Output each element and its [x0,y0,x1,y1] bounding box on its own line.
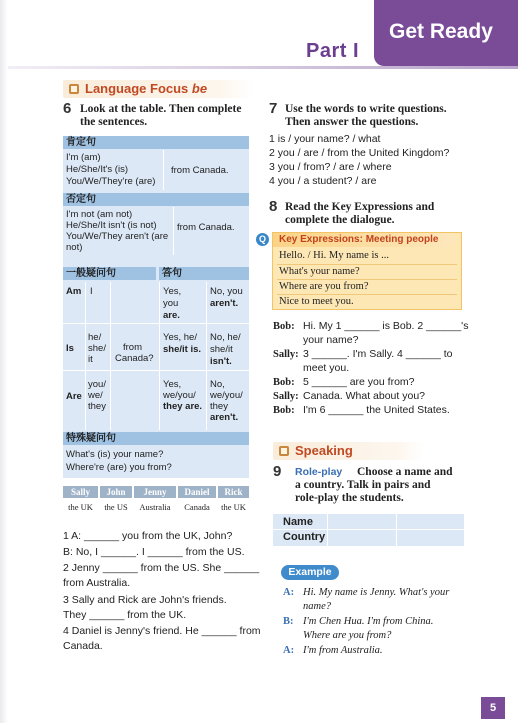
dialogue-line-1: Bob: [273,321,295,332]
q-col-divider-2 [110,282,111,430]
name-john: John [100,486,132,498]
ex6-sentence-1b: B: No, I ______. I ______ from the US. [63,546,245,558]
language-focus-title: Language Focus [85,81,189,96]
a-are-yes-2: we/you/ [163,390,196,401]
ex6-sentence-3b: They ______ from the UK. [63,609,187,621]
name-daniel: Daniel [178,486,216,498]
ex9-roleplay-label: Role-play [295,466,343,478]
name-jenny: Jenny [134,486,176,498]
a-col-divider [206,282,207,430]
a-are-no-4: aren't. [210,412,239,423]
example-badge: Example [281,565,339,580]
key-separator [277,264,457,265]
dialogue-line-6: Sally: [273,391,299,402]
aff-divider [163,150,164,190]
ex7-instruction-line2: Then answer the questions. [285,116,419,128]
ex6-sentence-2a: 2 Jenny ______ from the US. She ______ [63,562,260,574]
page-number: 5 [481,697,505,719]
get-ready-tab [374,0,518,66]
dialogue-text-3: 3 ______. I'm Sally. 4 ______ to [303,348,453,360]
speaking-heading [273,442,423,460]
country-jenny: Australia [139,502,171,512]
roleplay-table [273,514,464,546]
name-rick: Rick [218,486,249,498]
ex6-sentence-3a: 3 Sally and Rick are John's friends. [63,594,227,606]
a-is-no-2: she/it [210,344,233,355]
example-line-5: I'm from Australia. [303,645,383,656]
dialogue-line-3: Sally: [273,349,299,360]
ex6-number: 6 [63,100,72,117]
language-focus-heading [63,80,253,98]
q-am: Am [66,286,82,297]
example-line-4: Where are you from? [303,630,392,641]
section-bullet-icon [279,446,289,456]
a-are-yes-1: Yes, [163,379,182,390]
roleplay-col-divider [396,514,397,546]
name-sally: Sally [63,486,98,498]
dialogue-text-7: I'm 6 ______ the United States. [303,404,450,416]
neg-row-3: You/We/They aren't (are [66,231,169,242]
key-separator [277,294,457,295]
a-are-no-2: we/you/ [210,390,243,401]
key-header-arrow [448,233,458,247]
ex8-instruction-line1: Read the Key Expressions and [285,201,435,213]
neg-tail: from Canada. [177,222,235,233]
q-are-subj-2: we/ [88,390,103,401]
ex8-number: 8 [269,198,278,215]
aff-tail: from Canada. [171,165,229,176]
ex9-number: 9 [273,463,282,480]
a-am-yes-2: you [163,298,179,309]
a-is-yes-2: she/it is. [163,344,202,355]
example-line-1: Hi. My name is Jenny. What's your [303,587,450,598]
example-line-2: name? [303,601,331,612]
dialogue-line-5: Bob: [273,377,295,388]
ex7-item-1: 1 is / your name? / what [269,133,381,145]
header-divider [8,66,518,69]
roleplay-country-label: Country [283,531,326,543]
example-line-3: I'm Chen Hua. I'm from China. [303,616,434,627]
dialogue-text-6: Canada. What about you? [303,390,426,402]
key-line-2: What's your name? [279,266,360,277]
row-divider-am [63,323,249,324]
affirmative-header: 肯定句 [63,136,249,149]
ex7-item-3: 3 you / from? / are / where [269,161,392,173]
wh-row-2: Where're (are) you from? [66,462,172,473]
neg-row-4: not) [66,242,83,253]
ex6-sentence-4b: Canada. [63,640,103,652]
q-is-subj-1: he/ [88,332,102,343]
q-is-subj-2: she/ [88,343,106,354]
language-focus-item: be [191,81,208,96]
a-am-yes-3: are. [163,310,180,321]
ex8-instruction-line2: complete the dialogue. [285,214,395,226]
key-expressions-box [272,232,462,310]
speaking-title: Speaking [295,443,353,458]
key-expressions-header: Key Expressions: Meeting people [273,233,448,247]
q-is: Is [66,343,74,354]
key-separator [277,279,457,280]
section-bullet-icon [69,84,79,94]
example-speaker-b: B: [283,616,294,627]
ex7-instruction-line1: Use the words to write questions. [285,103,447,115]
grammar-table [63,136,249,516]
dialogue-text-2: your name? [303,334,359,346]
ex6-sentence-4a: 4 Daniel is Jenny's friend. He ______ from [63,625,261,637]
example-speaker-a: A: [283,587,295,598]
ex6-sentence-1a: 1 A: ______ you from the UK, John? [63,530,233,542]
aff-row-2: He/She/It's (is) [66,164,128,175]
aff-row-3: You/We/They're (are) [66,176,156,187]
ex6-instruction-line2: the sentences. [80,116,148,128]
row-divider-is [63,370,249,371]
dialogue-text-4: meet you. [303,362,350,374]
key-line-1: Hello. / Hi. My name is ... [279,250,389,261]
q-from-2: Canada? [115,353,154,364]
q-col-divider-1 [85,282,86,430]
wh-question-header: 特殊疑问句 [63,432,249,445]
key-line-3: Where are you from? [279,281,369,292]
dialogue-text-1: Hi. My 1 ______ is Bob. 2 ______'s [303,320,469,332]
aff-row-1: I'm (am) [66,152,101,163]
negative-header: 否定句 [63,193,249,206]
q-are-subj-1: you/ [88,379,106,390]
key-line-4: Nice to meet you. [279,296,354,307]
ex9-text-line3: role-play the students. [295,492,404,504]
a-are-yes-3: they are. [163,401,203,412]
q-am-subject: I [90,286,93,297]
a-is-no-1: No, he/ [210,332,241,343]
yn-question-header: 一般疑问句 [63,267,156,280]
a-is-yes-1: Yes, he/ [163,332,197,343]
ex6-sentence-2b: from Australia. [63,577,131,589]
q-is-subj-3: it [88,354,93,365]
ex9-text-line1: Choose a name and [357,466,453,478]
q-are: Are [66,391,82,402]
ex7-item-4: 4 you / a student? / are [269,175,377,187]
neg-row-2: He/She/It isn't (is not) [66,220,157,231]
a-am-yes-1: Yes, [163,286,182,297]
neg-row-1: I'm not (am not) [66,209,133,220]
country-sally: the UK [68,502,93,512]
roleplay-col-divider [327,514,328,546]
neg-divider [173,207,174,255]
roleplay-name-label: Name [283,516,313,528]
country-rick: the UK [221,502,246,512]
a-are-no-3: they [210,401,228,412]
get-ready-label: Get Ready [389,20,493,43]
dialogue-line-7: Bob: [273,405,295,416]
part-label: Part I [306,40,360,62]
a-are-no-1: No, [210,379,225,390]
key-expressions-icon: Q [256,233,269,246]
a-am-no-1: No, you [210,286,243,297]
dialogue-text-5: 5 ______ are you from? [303,376,415,388]
roleplay-row-divider [273,529,464,530]
wh-row-1: What's (is) your name? [66,449,164,460]
country-john: the US [104,502,128,512]
answer-header: 答句 [159,267,249,280]
ex7-item-2: 2 you / are / from the United Kingdom? [269,147,450,159]
country-daniel: Canada [184,502,210,512]
ex6-instruction-line1: Look at the table. Then complete [80,103,242,115]
q-are-subj-3: they [88,401,106,412]
ex7-number: 7 [269,100,278,117]
a-am-no-2: aren't. [210,298,239,309]
ex9-text-line2: a country. Talk in pairs and [295,479,431,491]
example-speaker-a2: A: [283,645,295,656]
a-is-no-3: isn't. [210,356,232,367]
q-col-divider-3 [159,282,160,430]
q-from-1: from [123,342,142,353]
page-binding-shadow [0,0,8,723]
